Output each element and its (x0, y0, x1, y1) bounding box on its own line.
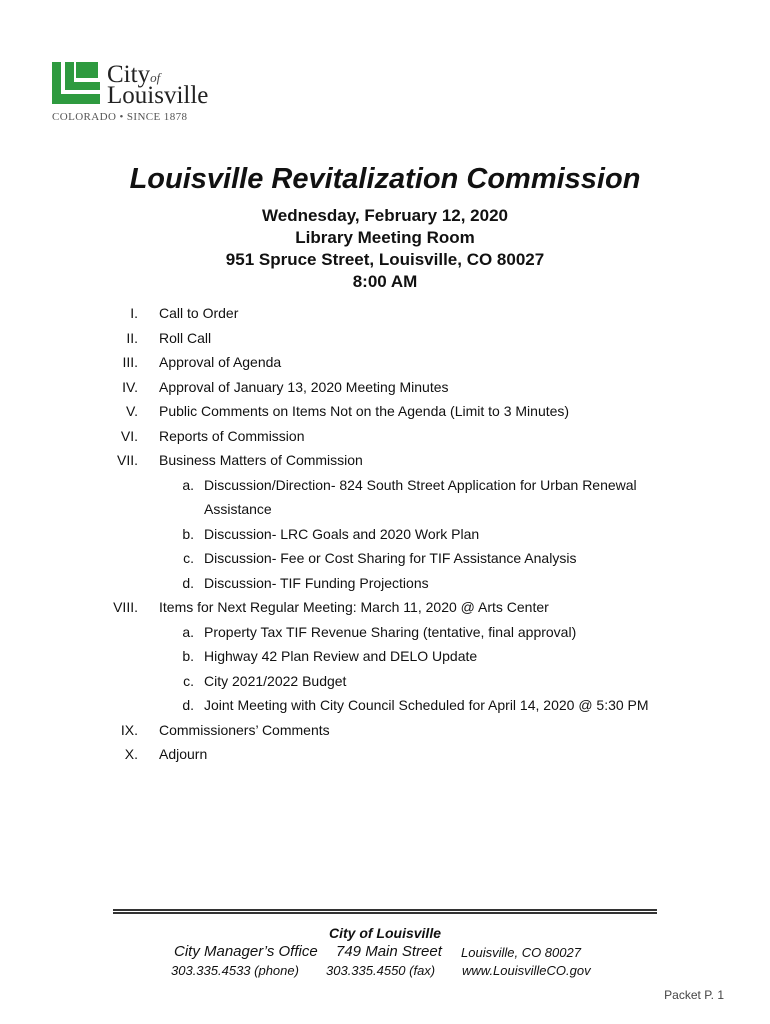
agenda-list (0, 303, 770, 769)
agenda-text: Commissioners’ Comments (159, 721, 330, 738)
agenda-number: V. (126, 403, 138, 419)
agenda-subitem-text: Property Tax TIF Revenue Sharing (tentative, final approval) (204, 623, 577, 640)
agenda-subitem-text: Joint Meeting with City Council Scheduled for April 14, 2020 @ 5:30 PM (204, 697, 649, 713)
agenda-subitem-letter: c. (183, 672, 194, 689)
agenda-text: Public Comments on Items Not on the Agenda (Limit to 3 Minutes) (159, 403, 570, 419)
agenda-subitem-continuation (0, 499, 770, 524)
city-logo (52, 62, 252, 128)
agenda-number: II. (126, 329, 138, 346)
agenda-subitem (0, 475, 770, 500)
agenda-item (0, 597, 770, 622)
agenda-subitem (0, 695, 770, 720)
agenda-text: Adjourn (159, 746, 208, 762)
agenda-item (0, 303, 770, 328)
footer-phone: 303.335.4533 (phone) (171, 963, 299, 978)
agenda-subitem (0, 671, 770, 696)
agenda-subitem-text: Highway 42 Plan Review and DELO Update (204, 648, 478, 664)
agenda-text: Roll Call (159, 329, 212, 346)
meeting-info (0, 205, 770, 293)
agenda-subitem-letter: b. (182, 525, 194, 542)
footer-fax: 303.335.4550 (fax) (326, 963, 436, 978)
page-title: Louisville Revitalization Commission (129, 163, 641, 195)
footer-website[interactable]: www.LouisvilleCO.gov (462, 963, 591, 978)
agenda-subitem (0, 548, 770, 573)
agenda-subitem-letter: d. (182, 697, 194, 713)
agenda-subitem-letter: a. (182, 476, 194, 493)
agenda-item (0, 450, 770, 475)
agenda-text: Reports of Commission (159, 427, 305, 444)
agenda-subitem-text: City 2021/2022 Budget (204, 672, 347, 689)
agenda-number: IX. (120, 721, 138, 738)
agenda-item (0, 426, 770, 451)
agenda-subitem-text: Discussion- Fee or Cost Sharing for TIF Assistance Analysis (204, 550, 577, 566)
agenda-text: Approval of January 13, 2020 Meeting Minutes (159, 378, 449, 395)
logo-of: of (150, 70, 161, 85)
meeting-date: Wednesday, February 12, 2020 (262, 206, 508, 225)
agenda-item (0, 744, 770, 769)
agenda-subitem (0, 573, 770, 598)
logo-line-1: Cityof (107, 61, 161, 88)
agenda-number: III. (122, 354, 138, 370)
meeting-address: 951 Spruce Street, Louisville, CO 80027 (225, 250, 545, 269)
agenda-text: Business Matters of Commission (159, 452, 363, 468)
agenda-item (0, 401, 770, 426)
footer-divider (113, 912, 657, 914)
agenda-subitem-text: Discussion- TIF Funding Projections (204, 574, 429, 591)
agenda-subitem (0, 622, 770, 647)
agenda-number: I. (130, 305, 138, 321)
agenda-text: Approval of Agenda (159, 354, 282, 370)
agenda-text: Items for Next Regular Meeting: March 11, 2020 @ Arts Center (159, 599, 549, 615)
footer-address: 749 Main Street (336, 943, 442, 960)
city-logo-mark-icon (52, 62, 100, 104)
agenda-number: VII. (116, 452, 138, 468)
footer-city-state: Louisville, CO 80027 (461, 945, 581, 960)
agenda-subitem-letter: b. (182, 648, 194, 664)
agenda-number: IV. (122, 378, 138, 395)
logo-line-2: Louisville (107, 82, 209, 109)
footer-divider (113, 909, 657, 911)
agenda-item (0, 352, 770, 377)
agenda-item (0, 328, 770, 353)
agenda-subitem-text: Discussion- LRC Goals and 2020 Work Plan (204, 525, 480, 542)
agenda-number: VI. (120, 427, 138, 444)
logo-tagline: COLORADO • SINCE 1878 (52, 111, 188, 123)
agenda-subitem-letter: a. (182, 623, 194, 640)
agenda-number: VIII. (113, 599, 138, 615)
meeting-room: Library Meeting Room (295, 228, 475, 247)
footer-city: City of Louisville (328, 925, 441, 941)
agenda-item (0, 720, 770, 745)
agenda-subitem-text: Assistance (204, 501, 272, 517)
agenda-subitem (0, 646, 770, 671)
meeting-time: 8:00 AM (352, 272, 418, 291)
agenda-subitem-letter: d. (182, 574, 194, 591)
agenda-number: X. (124, 746, 138, 762)
footer-office: City Manager’s Office (174, 943, 318, 960)
agenda-item (0, 377, 770, 402)
page-label: Packet P. 1 (664, 988, 724, 1002)
agenda-text: Call to Order (159, 305, 239, 321)
agenda-subitem-text: Discussion/Direction- 824 South Street Application for Urban Renewal (204, 476, 637, 493)
agenda-subitem (0, 524, 770, 549)
agenda-subitem-letter: c. (183, 550, 194, 566)
